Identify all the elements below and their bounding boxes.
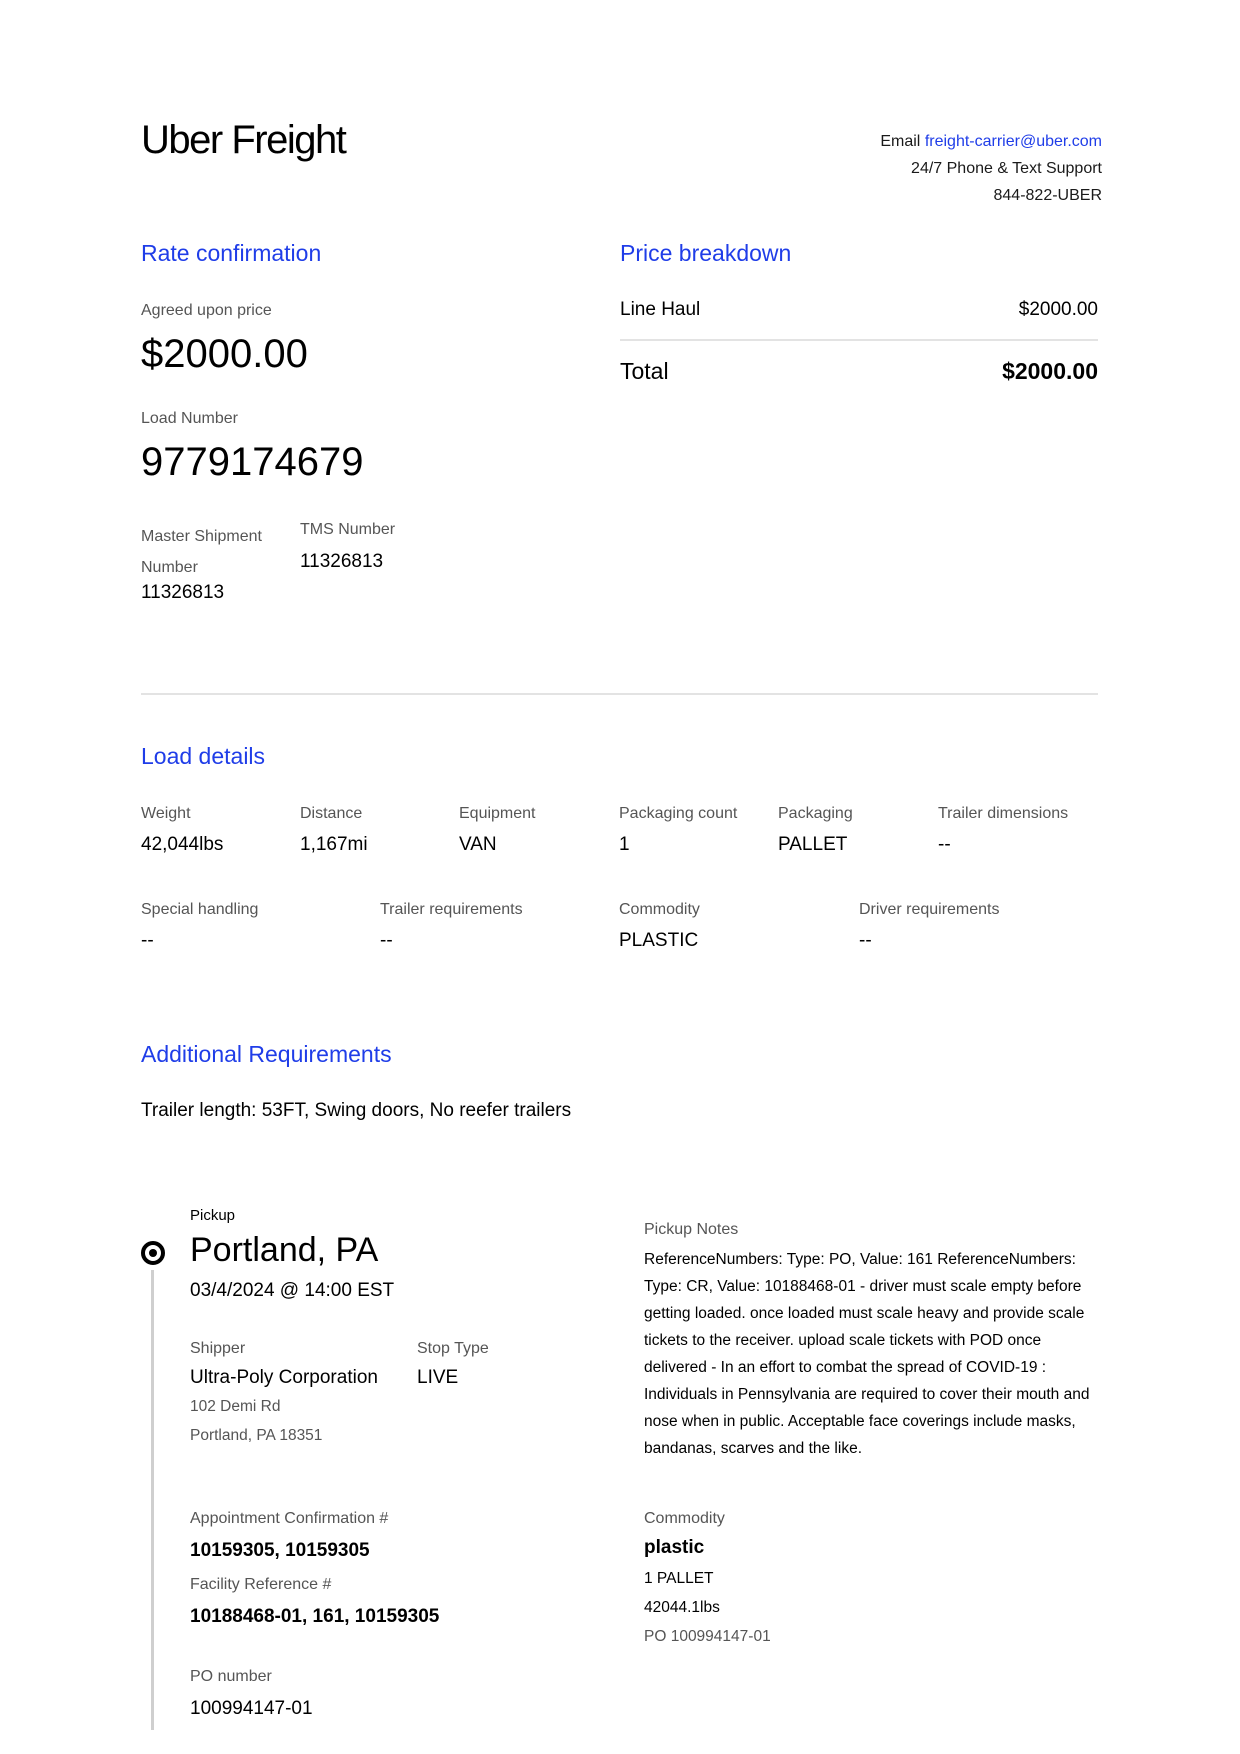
shipper-address-line1: 102 Demi Rd bbox=[190, 1398, 281, 1415]
master-shipment-label-line2: Number bbox=[141, 559, 198, 576]
pickup-city: Portland, PA bbox=[190, 1231, 379, 1269]
pickup-stop-marker bbox=[141, 1241, 165, 1265]
distance-value: 1,167mi bbox=[300, 834, 368, 855]
facility-reference-value: 10188468-01, 161, 10159305 bbox=[190, 1606, 440, 1627]
load-details-heading: Load details bbox=[141, 743, 266, 769]
uber-freight-logo: Uber Freight bbox=[141, 118, 346, 162]
weight-value: 42,044lbs bbox=[141, 834, 224, 855]
driver-requirements-value: -- bbox=[859, 930, 872, 951]
packaging-value: PALLET bbox=[778, 834, 848, 855]
pickup-commodity-weight: 42044.1lbs bbox=[644, 1599, 720, 1616]
pickup-commodity-name: plastic bbox=[644, 1537, 705, 1558]
total-label: Total bbox=[620, 358, 669, 384]
shipper-address-line2: Portland, PA 18351 bbox=[190, 1427, 323, 1444]
packaging-count-value: 1 bbox=[619, 834, 630, 855]
commodity-label: Commodity bbox=[619, 901, 700, 918]
trailer-requirements-value: -- bbox=[380, 930, 393, 951]
stop-type-value: LIVE bbox=[417, 1367, 459, 1388]
master-shipment-label bbox=[141, 521, 262, 583]
line-haul-row bbox=[620, 299, 1098, 325]
additional-requirements-heading: Additional Requirements bbox=[141, 1041, 392, 1067]
stop-timeline-line bbox=[151, 1270, 154, 1730]
master-shipment-label-line1: Master Shipment bbox=[141, 528, 262, 545]
equipment-value: VAN bbox=[459, 834, 497, 855]
agreed-price-value: $2000.00 bbox=[141, 332, 308, 376]
facility-reference-label: Facility Reference # bbox=[190, 1576, 332, 1593]
commodity-value: PLASTIC bbox=[619, 930, 699, 951]
po-number-label: PO number bbox=[190, 1668, 272, 1685]
rate-confirmation-heading: Rate confirmation bbox=[141, 240, 322, 266]
additional-requirements-text: Trailer length: 53FT, Swing doors, No reefer trailers bbox=[141, 1100, 572, 1121]
load-number-label: Load Number bbox=[141, 410, 238, 427]
distance-label: Distance bbox=[300, 805, 363, 822]
pickup-commodity-quantity: 1 PALLET bbox=[644, 1570, 714, 1587]
trailer-dimensions-value: -- bbox=[938, 834, 951, 855]
weight-label: Weight bbox=[141, 805, 191, 822]
pickup-label: Pickup bbox=[190, 1207, 236, 1224]
section-divider bbox=[141, 693, 1098, 695]
phone-number[interactable]: 844-822-UBER bbox=[993, 187, 1102, 204]
load-number-value: 9779174679 bbox=[141, 440, 364, 484]
trailer-dimensions-label: Trailer dimensions bbox=[938, 805, 1069, 822]
stop-type-label: Stop Type bbox=[417, 1340, 489, 1357]
special-handling-label: Special handling bbox=[141, 901, 259, 918]
contact-block bbox=[880, 128, 1102, 209]
packaging-count-label: Packaging count bbox=[619, 805, 738, 822]
agreed-price-label: Agreed upon price bbox=[141, 302, 272, 319]
line-haul-label: Line Haul bbox=[620, 299, 701, 320]
appointment-confirmation-label: Appointment Confirmation # bbox=[190, 1510, 389, 1527]
pickup-commodity-label: Commodity bbox=[644, 1510, 725, 1527]
master-shipment-value: 11326813 bbox=[141, 582, 225, 603]
shipper-name: Ultra-Poly Corporation bbox=[190, 1367, 378, 1388]
email-link[interactable]: freight-carrier@uber.com bbox=[924, 133, 1102, 150]
total-value: $2000.00 bbox=[1002, 358, 1098, 384]
special-handling-value: -- bbox=[141, 930, 154, 951]
trailer-requirements-label: Trailer requirements bbox=[380, 901, 523, 918]
line-haul-value: $2000.00 bbox=[1018, 299, 1098, 320]
total-row bbox=[620, 358, 1098, 388]
equipment-label: Equipment bbox=[459, 805, 536, 822]
tms-number-label: TMS Number bbox=[300, 521, 396, 538]
price-breakdown-divider bbox=[620, 339, 1098, 341]
po-number-value: 100994147-01 bbox=[190, 1698, 313, 1719]
pickup-datetime: 03/4/2024 @ 14:00 EST bbox=[190, 1280, 395, 1301]
tms-number-value: 11326813 bbox=[300, 551, 384, 572]
shipper-label: Shipper bbox=[190, 1340, 246, 1357]
pickup-notes-text: ReferenceNumbers: Type: PO, Value: 161 ReferenceNumbers: Type: CR, Value: 10188468-01 - driver must scale empty before getting loaded. once loaded must scale heavy and provide scale tickets to the receiver. upload scale tickets with POD once delivered - In an effort to combat the spread of COVID-19 : Individuals in Pennsylvania are required to cover their mouth and nose when in public. Acceptable face coverings include masks, bandanas, scarves and the like. bbox=[644, 1251, 1090, 1457]
packaging-label: Packaging bbox=[778, 805, 853, 822]
pickup-notes-label: Pickup Notes bbox=[644, 1221, 739, 1238]
support-label: 24/7 Phone & Text Support bbox=[911, 160, 1102, 177]
driver-requirements-label: Driver requirements bbox=[859, 901, 1000, 918]
pickup-commodity-po: PO 100994147-01 bbox=[644, 1628, 771, 1645]
email-label: Email bbox=[880, 133, 921, 150]
price-breakdown-heading: Price breakdown bbox=[620, 240, 792, 266]
appointment-confirmation-value: 10159305, 10159305 bbox=[190, 1540, 370, 1561]
